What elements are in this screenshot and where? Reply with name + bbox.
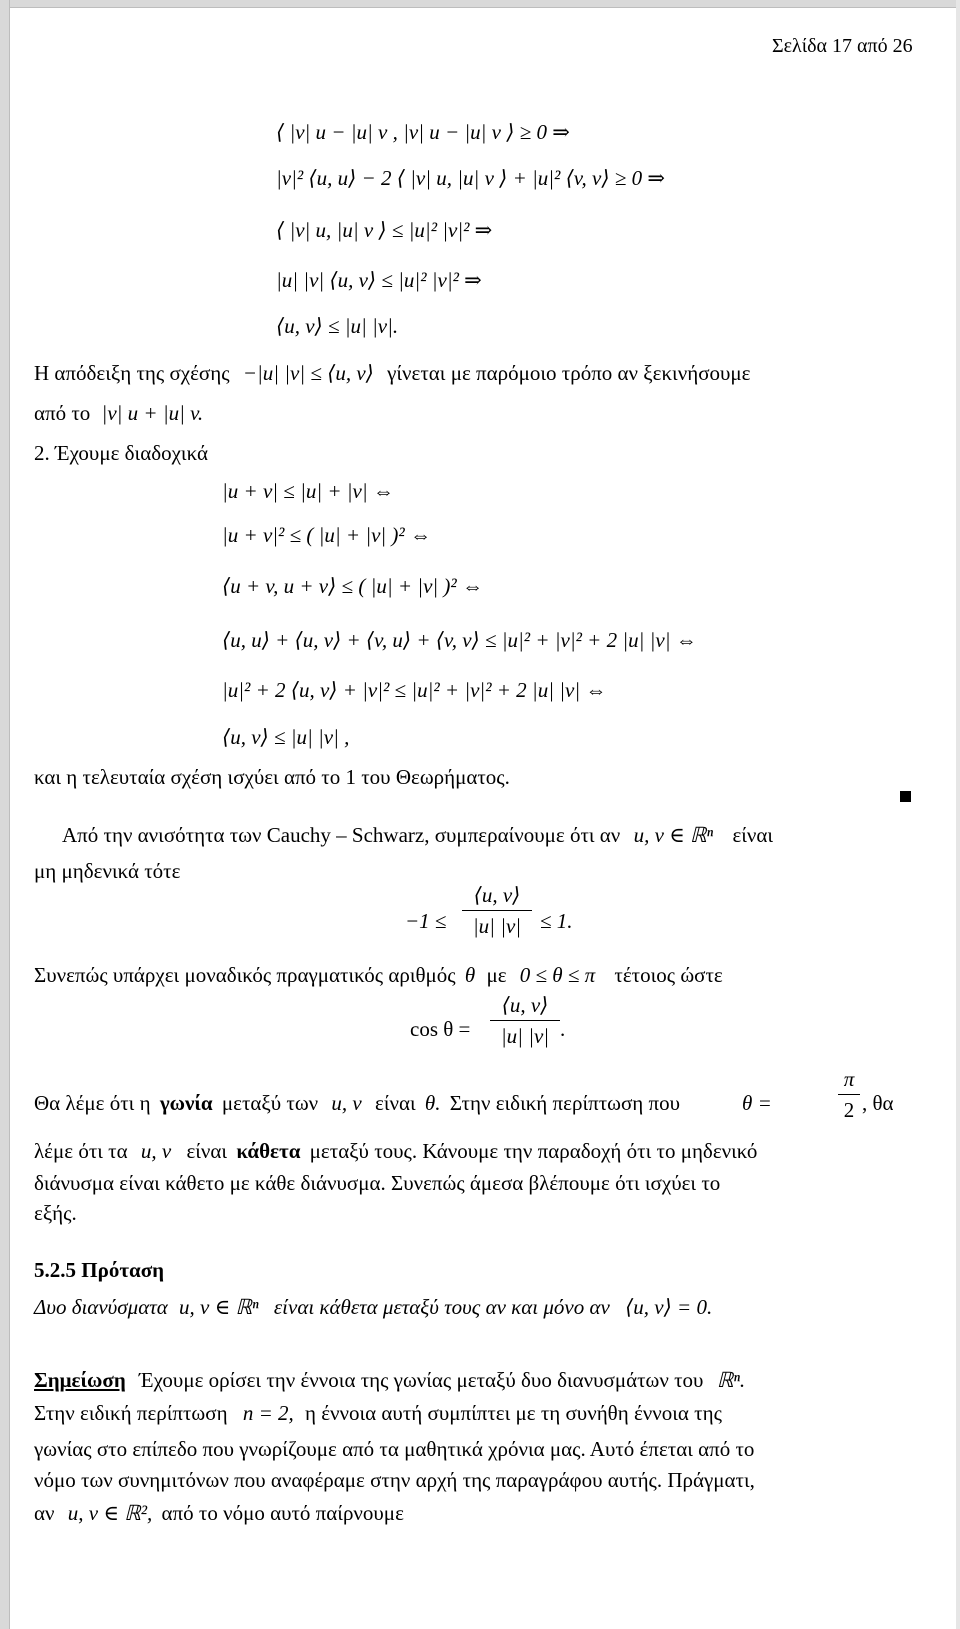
part2-conclusion: και η τελευταία σχέση ισχύει από το 1 του Θεωρήματος. (34, 765, 510, 789)
definition-t8: μεταξύ τους. Κάνουμε την παραδοχή ότι το μηδενικό (309, 1139, 758, 1163)
note-m2: n = 2, (242, 1401, 294, 1425)
part2-line3: ⟨u + v, u + v⟩ ≤ ( |u| + |v| )² ⇔ (222, 574, 483, 598)
cauchy-fraction (462, 882, 532, 939)
angle-text-a: Συνεπώς υπάρχει μοναδικός πραγματικός αριθμός (34, 963, 456, 987)
derivation1-line5: ⟨u, v⟩ ≤ |u| |v|. (276, 314, 399, 338)
cauchy-frac-numerator: ⟨u, v⟩ (473, 883, 521, 907)
pi-numerator: π (843, 1067, 855, 1091)
cos-frac-denominator: |u| |v| (500, 1024, 550, 1048)
angle-theta: θ (464, 963, 476, 987)
definition-line2 (34, 1138, 757, 1164)
angle-range: 0 ≤ θ ≤ π (519, 963, 596, 987)
proof-remark-math2: |v| u + |u| v. (101, 401, 204, 425)
note-line3: γωνίας στο επίπεδο που γνωρίζουμε από τα μαθητικά χρόνια μας. Αυτό έπεται από το (34, 1437, 755, 1461)
cauchy-text-a: Από την ανισότητα των Cauchy – Schwarz, συμπεραίνουμε ότι αν (62, 823, 621, 847)
definition-t6: λέμε ότι τα (34, 1139, 128, 1163)
cauchy-text-b: είναι (732, 823, 774, 847)
cos-label: cos θ = (410, 1017, 471, 1041)
cos-period: . (560, 1017, 566, 1041)
angle-text-b: με (486, 963, 507, 987)
cos-fraction (490, 992, 560, 1049)
definition-m2: θ. (424, 1091, 441, 1115)
definition-bold-perpendicular: κάθετα (236, 1139, 301, 1163)
proof-remark-text-a: Η απόδειξη της σχέσης (34, 361, 230, 385)
derivation1-line4: |u| |v| ⟨u, v⟩ ≤ |u|² |v|² ⇒ (276, 268, 482, 292)
two-denominator: 2 (843, 1098, 855, 1122)
note-t1: Έχουμε ορίσει την έννοια της γωνίας μεταξύ δυο διανυσμάτων του (139, 1368, 704, 1392)
page-left-border (0, 0, 10, 1629)
pi-frac-bar (838, 1094, 860, 1095)
part2-line2: |u + v|² ≤ ( |u| + |v| )² ⇔ (222, 523, 431, 547)
derivation1-line1: ⟨ |v| u − |u| v , |v| u − |u| v ⟩ ≥ 0 ⇒ (276, 120, 570, 144)
proposition-body (34, 1294, 712, 1320)
pi-over-two-fraction (838, 1066, 860, 1123)
cauchy-frac-denominator: |u| |v| (472, 914, 522, 938)
proposition-t1: Δυο διανύσματα (34, 1295, 168, 1319)
cauchy-math: u, v ∈ ℝⁿ (633, 823, 714, 847)
cauchy-line1 (62, 822, 773, 848)
note-m1: ℝⁿ. (716, 1368, 746, 1392)
definition-t4: Στην ειδική περίπτωση που (449, 1091, 681, 1115)
note-t3: η έννοια αυτή συμπίπτει με τη συνήθη έννοια της (304, 1401, 722, 1425)
derivation1-line3: ⟨ |v| u, |u| v ⟩ ≤ |u|² |v|² ⇒ (276, 218, 493, 242)
definition-m1: u, v (331, 1091, 362, 1115)
part2-line6: ⟨u, v⟩ ≤ |u| |v| , (222, 725, 350, 749)
proof-remark-line1 (34, 360, 750, 386)
definition-t5: , θα (862, 1091, 894, 1115)
proof-remark-line2 (34, 400, 203, 426)
proof-remark-math: −|u| |v| ≤ ⟨u, v⟩ (242, 361, 374, 385)
definition-line4: εξής. (34, 1201, 77, 1225)
note-t7: από το νόμο αυτό παίρνουμε (161, 1501, 404, 1525)
proposition-t2: είναι κάθετα μεταξύ τους αν και μόνο αν (273, 1295, 610, 1319)
cauchy-ineq-left: −1 ≤ (405, 909, 447, 933)
part2-heading: 2. Έχουμε διαδοχικά (34, 441, 208, 465)
definition-t7: είναι (186, 1139, 228, 1163)
cauchy-ineq-right: ≤ 1. (540, 909, 573, 933)
cauchy-frac-bar (462, 910, 532, 911)
definition-t2: μεταξύ των (221, 1091, 319, 1115)
page-top-border (0, 0, 960, 8)
angle-text-c: τέτοιος ώστε (614, 963, 723, 987)
derivation1-line2: |v|² ⟨u, u⟩ − 2 ⟨ |v| u, |u| v ⟩ + |u|² ⟨v, v⟩ ≥ 0 ⇒ (276, 166, 665, 190)
note-label: Σημείωση (34, 1368, 126, 1392)
part2-line1: |u + v| ≤ |u| + |v| ⇔ (222, 479, 394, 503)
qed-square-icon (900, 791, 911, 802)
definition-line1 (34, 1090, 680, 1116)
definition-theta-eq: θ = (742, 1091, 772, 1115)
note-line1 (34, 1367, 745, 1393)
definition-t1: Θα λέμε ότι η (34, 1091, 151, 1115)
cos-frac-bar (490, 1020, 560, 1021)
cauchy-text-c: μη μηδενικά τότε (34, 859, 181, 883)
proposition-heading: 5.2.5 Πρόταση (34, 1258, 165, 1282)
definition-m3: u, v (140, 1139, 172, 1163)
angle-line1 (34, 962, 723, 988)
part2-line4: ⟨u, u⟩ + ⟨u, v⟩ + ⟨v, u⟩ + ⟨v, v⟩ ≤ |u|² + |v|² + 2 |u| |v| ⇔ (222, 628, 697, 652)
part2-line5: |u|² + 2 ⟨u, v⟩ + |v|² ≤ |u|² + |v|² + 2 |u| |v| ⇔ (222, 678, 607, 702)
proof-remark-text-b: γίνεται με παρόμοιο τρόπο αν ξεκινήσουμε (387, 361, 751, 385)
note-line4: νόμο των συνημιτόνων που αναφέραμε στην αρχή της παραγράφου αυτής. Πράγματι, (34, 1468, 755, 1492)
proposition-m1: u, v ∈ ℝⁿ (179, 1295, 259, 1319)
proposition-m2: ⟨u, v⟩ = 0. (625, 1295, 713, 1319)
cos-frac-numerator: ⟨u, v⟩ (501, 993, 549, 1017)
definition-line3: διάνυσμα είναι κάθετο με κάθε διάνυσμα. Συνεπώς άμεσα βλέπουμε ότι ισχύει το (34, 1171, 721, 1195)
proof-remark-text-c: από το (34, 401, 91, 425)
note-m3: u, v ∈ ℝ², (67, 1501, 153, 1525)
note-line2 (34, 1400, 722, 1426)
definition-bold-angle: γωνία (159, 1091, 213, 1115)
page-right-border (956, 0, 960, 1629)
note-t6: αν (34, 1501, 55, 1525)
note-t2: Στην ειδική περίπτωση (34, 1401, 228, 1425)
note-line5 (34, 1500, 404, 1526)
definition-t3: είναι (375, 1091, 416, 1115)
page-number-header: Σελίδα 17 από 26 (772, 35, 913, 57)
